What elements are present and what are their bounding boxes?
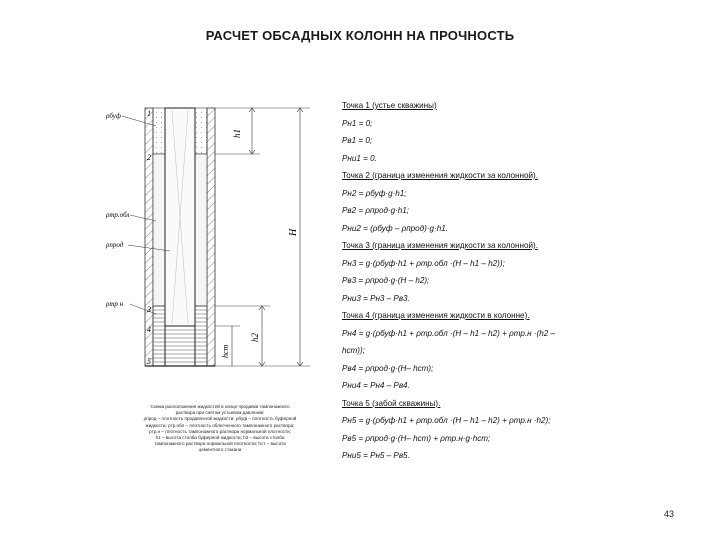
buffer-fluid-zone-right: [195, 108, 207, 154]
point-number-4: 4: [147, 325, 151, 334]
calc-heading: Точка 3 (граница изменения жидкости за колонной).: [342, 241, 538, 250]
label-rho-prod: ρпрод: [106, 241, 124, 249]
calc-heading: Точка 4 (граница изменения жидкости в колонне).: [342, 311, 530, 320]
caption-line: ρтр.н – плотность тампонажного раствора нормальной плотности;: [149, 428, 291, 434]
calc-formula: Pни4 = Pн4 – Pв4.: [342, 381, 410, 390]
calc-formula: Pни2 = (ρбуф – ρпрод)·g·h1.: [342, 223, 448, 233]
calc-formula: Pни1 = 0.: [342, 153, 377, 163]
caption-line: ρпрод – плотность продавочной жидкости; ρбуф – плотность буферной: [143, 416, 297, 422]
calc-formula: Pв3 = ρпрод·g·(H – h2);: [342, 276, 430, 285]
label-h2: h2: [250, 333, 260, 342]
calc-formula: hст));: [342, 346, 365, 355]
calc-formula: Pни3 = Pн3 – Pв3.: [342, 293, 410, 303]
well-column-diagram: [100, 96, 340, 396]
normal-cement-zone-right: [195, 306, 207, 366]
calc-formula: Pн2 = ρбуф·g·h1;: [342, 188, 407, 198]
point-number-1: 1: [147, 109, 151, 118]
calc-heading: Точка 1 (устье скважины): [342, 101, 437, 110]
calc-formula: Pн1 = 0;: [342, 118, 373, 128]
light-cement-zone-right: [195, 154, 207, 306]
caption-line: цементного стакана: [198, 447, 242, 453]
calc-formula: Pв4 = ρпрод·g·(H– hст);: [342, 363, 434, 373]
right-rock-wall: [207, 108, 215, 366]
point-number-3: 3: [147, 305, 151, 314]
buffer-fluid-zone: [153, 108, 165, 154]
calc-formula: Pв1 = 0;: [342, 136, 373, 145]
calc-formula: Pв5 = ρпрод·g·(H– hст) + ρтр.н·g·hст;: [342, 433, 491, 443]
label-rho-tr-n: ρтр н: [106, 300, 124, 308]
caption-line: h1 – высота столба буферной жидкости; h2 – высота столба: [155, 435, 285, 441]
light-cement-zone: [153, 154, 165, 306]
label-H: H: [288, 228, 299, 236]
page-title: РАСЧЕТ ОБСАДНЫХ КОЛОНН НА ПРОЧНОСТЬ: [205, 28, 515, 43]
calc-formula: Pн3 = g·(ρбуф·h1 + ρтр.обл ·(H – h1 – h2));: [342, 258, 505, 268]
calc-formula: Pни5 = Pн5 – Pв5.: [342, 451, 410, 460]
label-rho-tr-obl: ρтр.обл: [106, 211, 130, 219]
label-h1: h1: [232, 129, 242, 138]
calc-formula: Pн5 = g·(ρбуф·h1 + ρтр.обл ·(H – h1 – h2) + ρтр.н ·h2);: [342, 416, 551, 425]
caption-line: жидкости; ρтр.обл – плотность облегченного тампонажного раствора;: [145, 422, 295, 428]
normal-cement-zone: [153, 306, 165, 366]
calc-heading: Точка 2 (граница изменения жидкости за колонной).: [342, 171, 538, 180]
point-number-5: 5: [147, 357, 151, 366]
calc-formula: Pв2 = ρпрод·g·h1;: [342, 206, 410, 215]
point-number-2: 2: [147, 153, 151, 162]
calc-formula: Pн4 = g·(ρбуф·h1 + ρтр.обл ·(H – h1 – h2) + ρтр.н ·(h2 –: [342, 328, 555, 338]
caption-line: тампонажного раствора нормальной плотности; hст – высота: [154, 441, 286, 447]
page-number: 43: [664, 509, 675, 519]
calc-heading: Точка 5 (забой скважины).: [342, 398, 441, 408]
cement-shoe: [165, 326, 195, 366]
caption-line: раствора при снятом устьевом давлении:: [175, 410, 265, 416]
calculation-list: [342, 97, 642, 465]
label-hst: hст: [221, 344, 230, 358]
label-rho-buf: ρбуф: [106, 112, 121, 120]
caption-line: Схема расположения жидкостей в конце продавки тампонажного: [150, 404, 290, 409]
diagram-caption: [112, 404, 328, 454]
